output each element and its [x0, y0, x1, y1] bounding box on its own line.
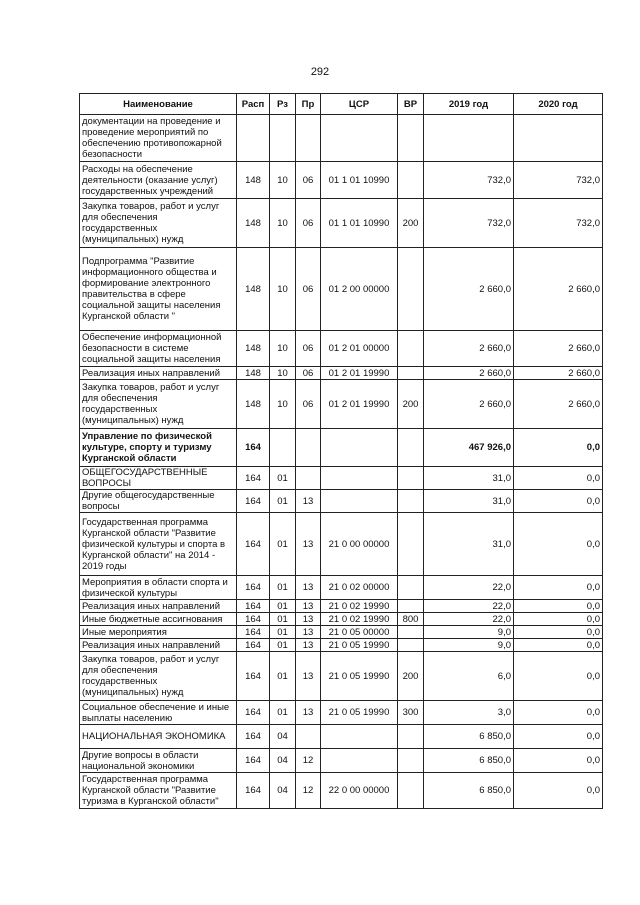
cell-2020: 0,0 — [514, 467, 603, 490]
cell-2020 — [514, 115, 603, 162]
cell-vr — [398, 162, 424, 199]
cell-vr — [398, 248, 424, 331]
cell-rz: 10 — [270, 162, 296, 199]
cell-pr: 06 — [296, 367, 321, 380]
cell-2019: 31,0 — [424, 513, 514, 576]
cell-pr — [296, 429, 321, 467]
cell-csr: 21 0 05 00000 — [321, 626, 398, 639]
cell-2020: 0,0 — [514, 429, 603, 467]
cell-rz: 01 — [270, 490, 296, 513]
cell-2019: 2 660,0 — [424, 248, 514, 331]
cell-vr — [398, 331, 424, 367]
cell-csr: 01 1 01 10990 — [321, 199, 398, 248]
cell-name: Иные мероприятия — [80, 626, 237, 639]
column-header-rz: Рз — [270, 94, 296, 115]
cell-name: документации на проведение и проведение мероприятий по обеспечению противопожарной безопасности — [80, 115, 237, 162]
cell-vr — [398, 749, 424, 773]
cell-2020: 0,0 — [514, 513, 603, 576]
cell-name: Государственная программа Курганской области "Развитие физической культуры и спорта в Курганской области" на 2014 - 2019 годы — [80, 513, 237, 576]
cell-name: Другие вопросы в области национальной экономики — [80, 749, 237, 773]
cell-vr — [398, 429, 424, 467]
cell-2019: 467 926,0 — [424, 429, 514, 467]
cell-pr: 06 — [296, 331, 321, 367]
cell-rasp: 148 — [237, 331, 270, 367]
cell-name: Реализация иных направлений — [80, 367, 237, 380]
cell-vr — [398, 600, 424, 613]
cell-rz: 10 — [270, 367, 296, 380]
cell-pr — [296, 467, 321, 490]
cell-2019: 22,0 — [424, 600, 514, 613]
cell-2019: 22,0 — [424, 576, 514, 600]
cell-pr: 06 — [296, 199, 321, 248]
cell-pr: 06 — [296, 248, 321, 331]
cell-2019: 6 850,0 — [424, 749, 514, 773]
cell-rz: 01 — [270, 613, 296, 626]
cell-2019: 732,0 — [424, 199, 514, 248]
cell-rasp: 164 — [237, 467, 270, 490]
cell-rasp: 164 — [237, 701, 270, 725]
cell-rasp: 164 — [237, 490, 270, 513]
cell-2019: 9,0 — [424, 639, 514, 652]
table-row — [80, 115, 603, 162]
table-row — [80, 380, 603, 429]
cell-name: Социальное обеспечение и иные выплаты населению — [80, 701, 237, 725]
cell-vr — [398, 467, 424, 490]
cell-csr — [321, 749, 398, 773]
cell-name: Иные бюджетные ассигнования — [80, 613, 237, 626]
cell-rz: 01 — [270, 701, 296, 725]
cell-2020: 0,0 — [514, 490, 603, 513]
cell-2020: 0,0 — [514, 600, 603, 613]
table-row — [80, 576, 603, 600]
cell-2019: 22,0 — [424, 613, 514, 626]
table-row — [80, 429, 603, 467]
table-row — [80, 248, 603, 331]
cell-vr: 200 — [398, 380, 424, 429]
cell-csr — [321, 725, 398, 749]
column-header-csr: ЦСР — [321, 94, 398, 115]
cell-csr: 22 0 00 00000 — [321, 773, 398, 809]
cell-rz: 01 — [270, 467, 296, 490]
cell-rasp: 164 — [237, 513, 270, 576]
cell-vr — [398, 626, 424, 639]
table-row — [80, 613, 603, 626]
cell-pr: 13 — [296, 613, 321, 626]
cell-vr — [398, 725, 424, 749]
cell-vr: 200 — [398, 199, 424, 248]
cell-rasp: 164 — [237, 725, 270, 749]
cell-rz: 10 — [270, 199, 296, 248]
cell-name: Управление по физической культуре, спорту и туризму Курганской области — [80, 429, 237, 467]
cell-rz: 01 — [270, 626, 296, 639]
cell-vr — [398, 513, 424, 576]
cell-rz: 10 — [270, 248, 296, 331]
cell-name: Обеспечение информационной безопасности в системе социальной защиты населения — [80, 331, 237, 367]
cell-rasp: 164 — [237, 600, 270, 613]
cell-name: НАЦИОНАЛЬНАЯ ЭКОНОМИКА — [80, 725, 237, 749]
budget-table — [79, 93, 603, 809]
table-row — [80, 749, 603, 773]
cell-pr: 13 — [296, 701, 321, 725]
table-row — [80, 773, 603, 809]
cell-csr: 21 0 00 00000 — [321, 513, 398, 576]
cell-vr — [398, 773, 424, 809]
cell-csr: 01 1 01 10990 — [321, 162, 398, 199]
table-row — [80, 652, 603, 701]
cell-rz: 01 — [270, 513, 296, 576]
cell-2020: 0,0 — [514, 773, 603, 809]
cell-name: Закупка товаров, работ и услуг для обеспечения государственных (муниципальных) нужд — [80, 199, 237, 248]
cell-pr: 13 — [296, 576, 321, 600]
cell-rasp: 164 — [237, 749, 270, 773]
cell-rasp: 164 — [237, 773, 270, 809]
cell-rasp: 164 — [237, 639, 270, 652]
cell-2019: 2 660,0 — [424, 331, 514, 367]
cell-rz: 04 — [270, 773, 296, 809]
cell-2019: 3,0 — [424, 701, 514, 725]
cell-name: ОБЩЕГОСУДАРСТВЕННЫЕ ВОПРОСЫ — [80, 467, 237, 490]
column-header-name: Наименование — [80, 94, 237, 115]
table-row — [80, 725, 603, 749]
column-header-2019: 2019 год — [424, 94, 514, 115]
cell-name: Расходы на обеспечение деятельности (оказание услуг) государственных учреждений — [80, 162, 237, 199]
table-body — [80, 115, 603, 809]
cell-2020: 0,0 — [514, 639, 603, 652]
cell-name: Мероприятия в области спорта и физической культуры — [80, 576, 237, 600]
cell-2020: 0,0 — [514, 613, 603, 626]
table-row — [80, 701, 603, 725]
cell-csr — [321, 115, 398, 162]
table-row — [80, 199, 603, 248]
cell-vr: 300 — [398, 701, 424, 725]
cell-2020: 2 660,0 — [514, 380, 603, 429]
cell-pr: 13 — [296, 513, 321, 576]
table-row — [80, 600, 603, 613]
cell-rz: 10 — [270, 380, 296, 429]
cell-rasp: 164 — [237, 576, 270, 600]
cell-2019 — [424, 115, 514, 162]
table-row — [80, 162, 603, 199]
cell-rasp: 148 — [237, 380, 270, 429]
table-row — [80, 331, 603, 367]
cell-2019: 6,0 — [424, 652, 514, 701]
cell-csr — [321, 467, 398, 490]
cell-name: Закупка товаров, работ и услуг для обеспечения государственных (муниципальных) нужд — [80, 652, 237, 701]
cell-2019: 6 850,0 — [424, 725, 514, 749]
table-header-row — [80, 94, 603, 115]
cell-rasp: 164 — [237, 429, 270, 467]
cell-rz: 01 — [270, 600, 296, 613]
cell-2020: 732,0 — [514, 162, 603, 199]
cell-pr: 13 — [296, 600, 321, 613]
table-row — [80, 513, 603, 576]
cell-2019: 31,0 — [424, 490, 514, 513]
cell-2020: 0,0 — [514, 749, 603, 773]
cell-csr: 21 0 02 19990 — [321, 600, 398, 613]
cell-vr — [398, 490, 424, 513]
cell-csr — [321, 429, 398, 467]
cell-pr — [296, 725, 321, 749]
cell-vr — [398, 639, 424, 652]
cell-rz: 04 — [270, 725, 296, 749]
cell-name: Подпрограмма "Развитие информационного общества и формирование электронного правительства в сфере социальной защиты населения Курганской области " — [80, 248, 237, 331]
cell-name: Государственная программа Курганской области "Развитие туризма в Курганской области" — [80, 773, 237, 809]
cell-rz — [270, 429, 296, 467]
cell-csr: 01 2 00 00000 — [321, 248, 398, 331]
cell-name: Реализация иных направлений — [80, 600, 237, 613]
cell-csr: 01 2 01 00000 — [321, 331, 398, 367]
cell-csr: 21 0 05 19990 — [321, 639, 398, 652]
cell-2020: 732,0 — [514, 199, 603, 248]
table-row — [80, 467, 603, 490]
cell-vr — [398, 115, 424, 162]
cell-2019: 9,0 — [424, 626, 514, 639]
column-header-2020: 2020 год — [514, 94, 603, 115]
cell-rasp: 164 — [237, 652, 270, 701]
cell-rasp: 164 — [237, 613, 270, 626]
cell-csr: 21 0 02 19990 — [321, 613, 398, 626]
cell-pr: 13 — [296, 639, 321, 652]
cell-vr: 200 — [398, 652, 424, 701]
cell-rasp: 148 — [237, 162, 270, 199]
table-row — [80, 490, 603, 513]
cell-rasp: 148 — [237, 248, 270, 331]
cell-rasp: 148 — [237, 367, 270, 380]
cell-rasp: 148 — [237, 199, 270, 248]
cell-csr: 21 0 05 19990 — [321, 652, 398, 701]
cell-2019: 31,0 — [424, 467, 514, 490]
cell-name: Реализация иных направлений — [80, 639, 237, 652]
cell-2019: 6 850,0 — [424, 773, 514, 809]
cell-pr: 13 — [296, 626, 321, 639]
cell-csr: 21 0 02 00000 — [321, 576, 398, 600]
cell-name: Другие общегосударственные вопросы — [80, 490, 237, 513]
cell-2019: 732,0 — [424, 162, 514, 199]
cell-rz: 01 — [270, 576, 296, 600]
cell-pr: 06 — [296, 380, 321, 429]
table-row — [80, 639, 603, 652]
table-row — [80, 367, 603, 380]
cell-2020: 0,0 — [514, 626, 603, 639]
cell-2020: 2 660,0 — [514, 367, 603, 380]
cell-2019: 2 660,0 — [424, 367, 514, 380]
column-header-vr: ВР — [398, 94, 424, 115]
cell-rz — [270, 115, 296, 162]
cell-pr: 13 — [296, 490, 321, 513]
cell-2020: 0,0 — [514, 576, 603, 600]
cell-rz: 01 — [270, 639, 296, 652]
cell-pr: 13 — [296, 652, 321, 701]
cell-rasp — [237, 115, 270, 162]
cell-pr: 06 — [296, 162, 321, 199]
cell-vr — [398, 576, 424, 600]
page-number: 292 — [310, 66, 330, 78]
cell-rz: 10 — [270, 331, 296, 367]
cell-rz: 01 — [270, 652, 296, 701]
cell-pr: 12 — [296, 773, 321, 809]
cell-name: Закупка товаров, работ и услуг для обеспечения государственных (муниципальных) нужд — [80, 380, 237, 429]
cell-pr — [296, 115, 321, 162]
cell-vr: 800 — [398, 613, 424, 626]
cell-rasp: 164 — [237, 626, 270, 639]
cell-csr: 21 0 05 19990 — [321, 701, 398, 725]
table-row — [80, 626, 603, 639]
cell-2019: 2 660,0 — [424, 380, 514, 429]
cell-2020: 2 660,0 — [514, 331, 603, 367]
cell-2020: 0,0 — [514, 701, 603, 725]
cell-csr: 01 2 01 19990 — [321, 367, 398, 380]
cell-csr — [321, 490, 398, 513]
cell-2020: 0,0 — [514, 652, 603, 701]
cell-csr: 01 2 01 19990 — [321, 380, 398, 429]
column-header-pr: Пр — [296, 94, 321, 115]
cell-2020: 2 660,0 — [514, 248, 603, 331]
cell-vr — [398, 367, 424, 380]
cell-2020: 0,0 — [514, 725, 603, 749]
column-header-rasp: Расп — [237, 94, 270, 115]
cell-rz: 04 — [270, 749, 296, 773]
cell-pr: 12 — [296, 749, 321, 773]
